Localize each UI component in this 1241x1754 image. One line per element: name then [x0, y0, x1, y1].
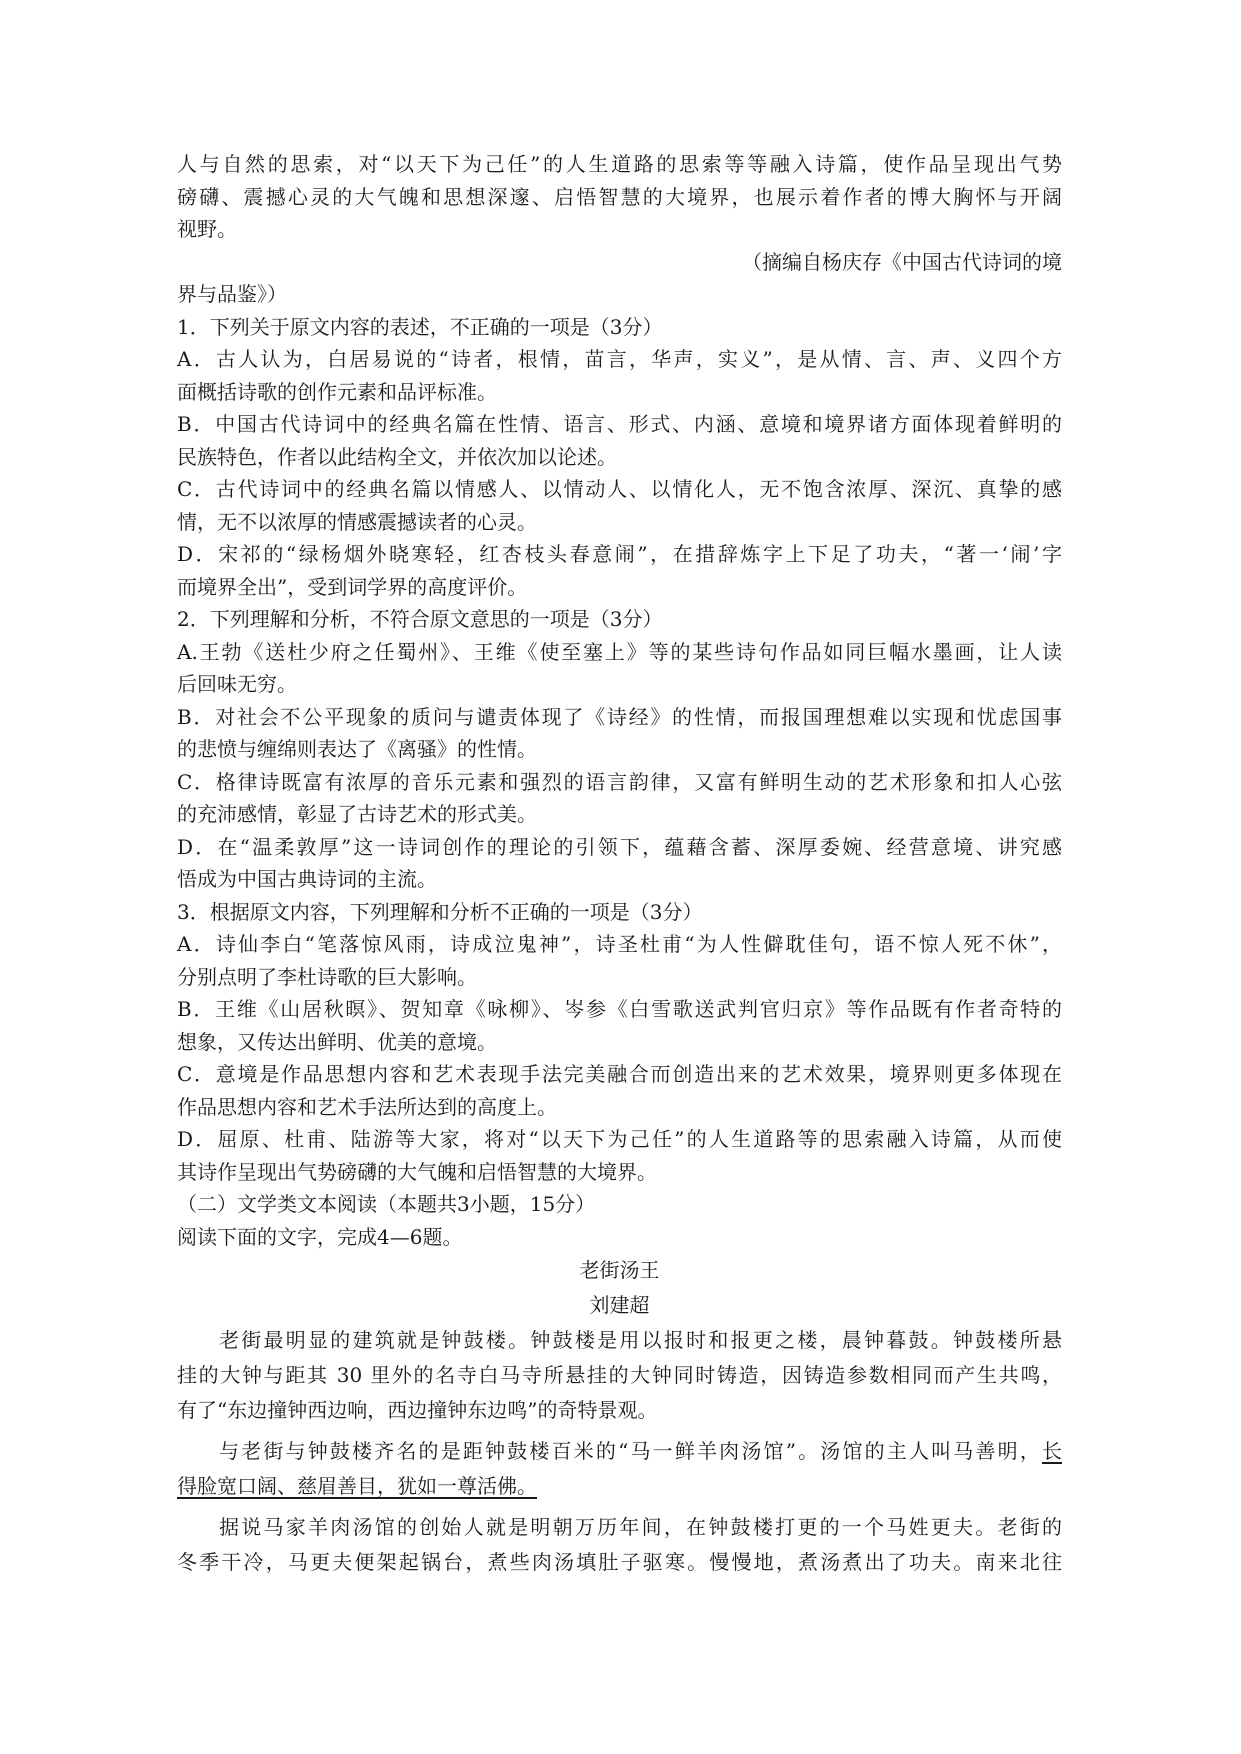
option-line: D．宋祁的“绿杨烟外晓寒轻，红杏枝头春意闹”，在措辞炼字上下足了功夫，“著一‘闹’字 [177, 542, 1062, 566]
question-3 [177, 896, 1062, 1189]
underlined-text: 得脸宽口阔、慈眉善目，犹如一尊活佛。 [177, 1474, 537, 1498]
story-paragraph-2 [177, 1434, 1062, 1504]
question-stem: 2．下列理解和分析，不符合原文意思的一项是（3分） [177, 607, 663, 631]
option-line: 的充沛感情，彰显了古诗艺术的形式美。 [177, 802, 537, 826]
passage-line: 视野。 [177, 217, 237, 241]
question-stem: 3．根据原文内容，下列理解和分析不正确的一项是（3分） [177, 899, 703, 924]
option-line: 作品思想内容和艺术手法所达到的高度上。 [177, 1094, 557, 1119]
passage-line: 磅礴、震撼心灵的大气魄和思想深邃、启悟智慧的大境界，也展示着作者的博大胸怀与开阔 [177, 184, 1062, 209]
story-text: 与老街与钟鼓楼齐名的是距钟鼓楼百米的“马一鲜羊肉汤馆”。汤馆的主人叫马善明， [219, 1439, 1042, 1463]
option-line: 情，无不以浓厚的情感震撼读者的心灵。 [177, 509, 537, 534]
story-title: 老街汤王 [579, 1258, 660, 1282]
option-line: D．屈原、杜甫、陆游等大家，将对“以天下为己任”的人生道路等的思索融入诗篇，从而使 [177, 1127, 1062, 1151]
option-line: D．在“温柔敦厚”这一诗词创作的理论的引领下，蕴藉含蓄、深厚委婉、经营意境、讲究感 [177, 834, 1062, 859]
story-author: 刘建超 [589, 1293, 650, 1317]
option-line: C．意境是作品思想内容和艺术表现手法完美融合而创造出来的艺术效果，境界则更多体现在 [177, 1062, 1062, 1086]
option-line: A．古人认为，白居易说的“诗者，根情，苗言，华声，实义”，是从情、言、声、义四个方 [177, 347, 1062, 371]
story-line: 老街最明显的建筑就是钟鼓楼。钟鼓楼是用以报时和报更之楼，晨钟暮鼓。钟鼓楼所悬 [219, 1328, 1062, 1352]
story-paragraph-3 [177, 1510, 1062, 1580]
question-1 [177, 311, 1062, 604]
story-line: 据说马家羊肉汤馆的创始人就是明朝万历年间，在钟鼓楼打更的一个马姓更夫。老街的 [219, 1515, 1062, 1539]
passage-tail [177, 148, 1062, 246]
source-line: 界与品鉴》） [177, 282, 287, 306]
story [177, 1253, 1062, 1580]
option-line: C．古代诗词中的经典名篇以情感人、以情动人、以情化人，无不饱含浓厚、深沉、真挚的感 [177, 477, 1062, 501]
story-line: 有了“东边撞钟西边响，西边撞钟东边鸣”的奇特景观。 [177, 1398, 658, 1422]
underlined-text: 长 [1042, 1439, 1062, 1463]
passage-line: 人与自然的思索，对“以天下为己任”的人生道路的思索等等融入诗篇，使作品呈现出气势 [177, 152, 1062, 176]
story-line: 挂的大钟与距其 30 里外的名寺白马寺所悬挂的大钟同时铸造，因铸造参数相同而产生共鸣， [177, 1363, 1062, 1387]
option-line: 的悲愤与缠绵则表达了《离骚》的性情。 [177, 737, 537, 761]
story-line [177, 1434, 1062, 1469]
source-citation [177, 246, 1062, 311]
option-line: 后回味无穷。 [177, 672, 297, 696]
option-line: 面概括诗歌的创作元素和品评标准。 [177, 379, 497, 404]
option-line: 悟成为中国古典诗词的主流。 [177, 867, 437, 891]
option-line: 想象，又传达出鲜明、优美的意境。 [177, 1029, 497, 1054]
option-line: A．诗仙李白“笔落惊风雨，诗成泣鬼神”，诗圣杜甫“为人性僻耽佳句，语不惊人死不休”， [177, 932, 1062, 956]
option-line: 而境界全出”，受到词学界的高度评价。 [177, 574, 528, 599]
option-line: 其诗作呈现出气势磅礴的大气魄和启悟智慧的大境界。 [177, 1159, 657, 1184]
option-line: C．格律诗既富有浓厚的音乐元素和强烈的语言韵律，又富有鲜明生动的艺术形象和扣人心弦 [177, 769, 1062, 794]
source-line: （摘编自杨庆存《中国古代诗词的境 [742, 249, 1062, 274]
option-line: 分别点明了李杜诗歌的巨大影响。 [177, 964, 477, 989]
story-paragraph-1 [177, 1323, 1062, 1428]
section-instruction: 阅读下面的文字，完成4—6题。 [177, 1224, 463, 1249]
story-line: 冬季干冷，马更夫便架起锅台，煮些肉汤填肚子驱寒。慢慢地，煮汤煮出了功夫。南来北往 [177, 1550, 1062, 1574]
story-line [177, 1469, 1062, 1504]
option-line: B．中国古代诗词中的经典名篇在性情、语言、形式、内涵、意境和境界诸方面体现着鲜明的 [177, 412, 1062, 436]
question-2 [177, 603, 1062, 896]
section-heading: （二）文学类文本阅读（本题共3小题，15分） [177, 1192, 596, 1216]
option-line: 民族特色，作者以此结构全文，并依次加以论述。 [177, 444, 617, 469]
option-line: B．对社会不公平现象的质问与谴责体现了《诗经》的性情，而报国理想难以实现和忧虑国事 [177, 704, 1062, 729]
section-2 [177, 1188, 1062, 1253]
question-stem: 1．下列关于原文内容的表述，不正确的一项是（3分） [177, 314, 663, 339]
option-line: B．王维《山居秋暝》、贺知章《咏柳》、岑参《白雪歌送武判官归京》等作品既有作者奇特的 [177, 997, 1062, 1021]
option-line: A.王勃《送杜少府之任蜀州》、王维《使至塞上》等的某些诗句作品如同巨幅水墨画，让人读 [177, 639, 1062, 664]
document-page [177, 148, 1062, 1580]
